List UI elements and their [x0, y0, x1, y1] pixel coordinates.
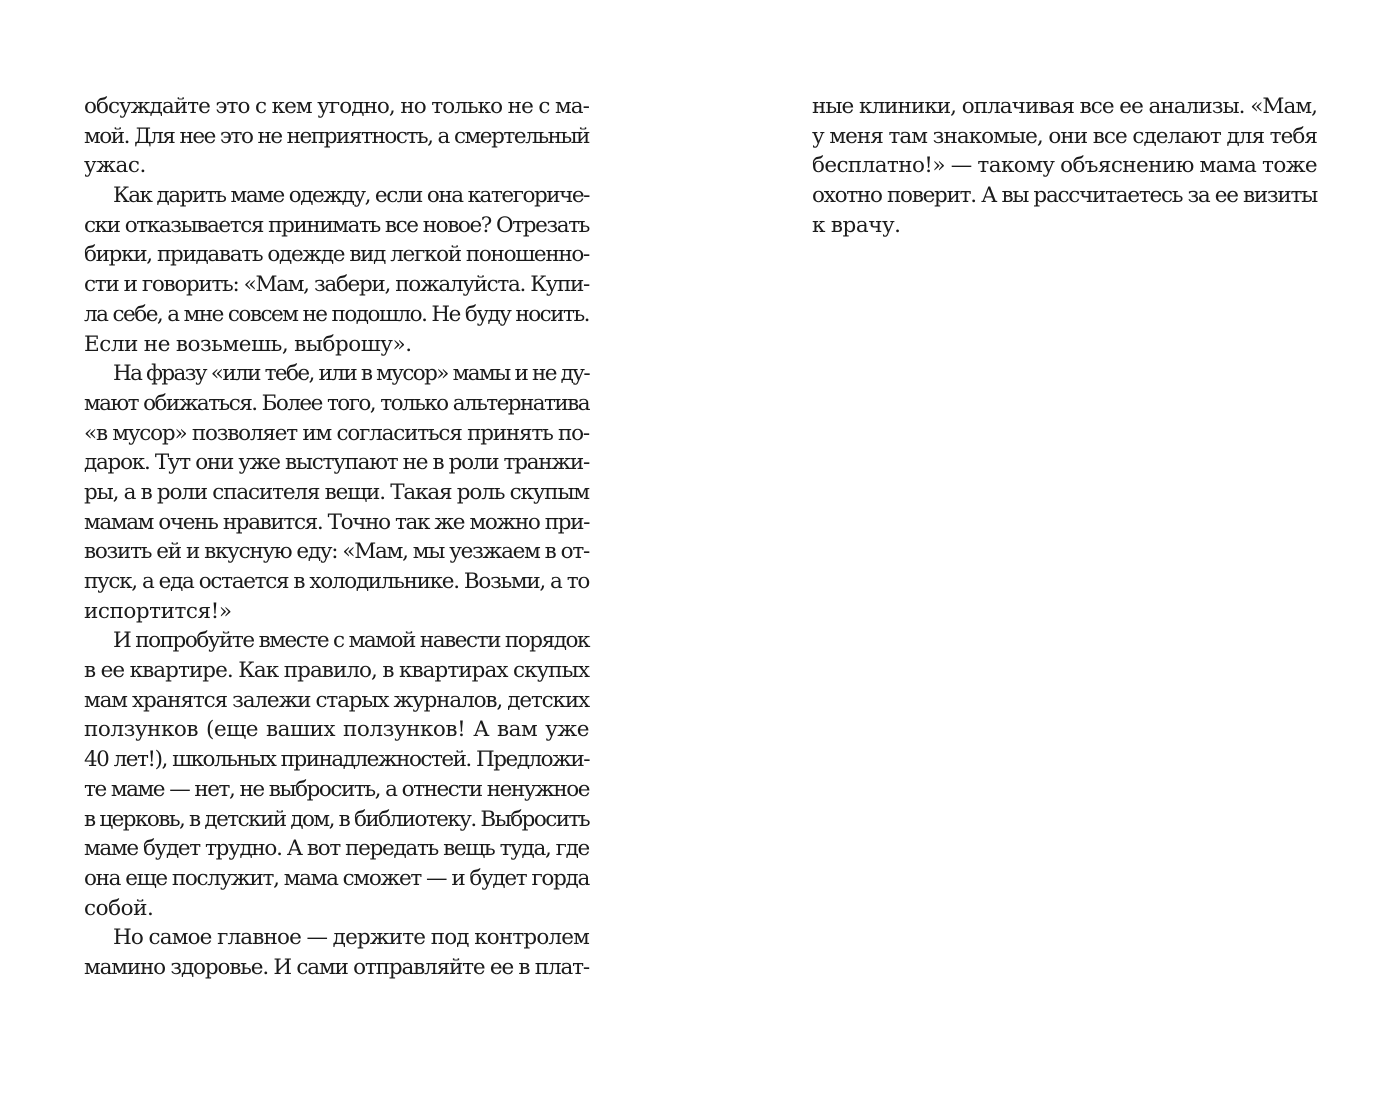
text-line: Но самое главное — держите под контролем	[113, 925, 589, 951]
text-line: испортится!»	[84, 598, 232, 624]
text-line: мамам очень нравится. Точно так же можно при-	[84, 509, 589, 535]
text-line: мам хранятся залежи старых журналов, детских	[84, 687, 589, 713]
text-line: пуск, а еда остается в холодильнике. Возьми, а то	[84, 569, 589, 594]
text-line: На фразу «или тебе, или в мусор» мамы и не ду-	[113, 361, 589, 387]
text-line: ски отказывается принимать все новое? Отрезать	[84, 212, 589, 238]
text-line: ные клиники, оплачивая все ее анализы. «Мам,	[812, 94, 1317, 119]
text-line: в ее квартире. Как правило, в квартирах скупых	[84, 658, 589, 684]
text-line: ры, а в роли спасителя вещи. Такая роль скупым	[84, 479, 589, 505]
text-line: к врачу.	[812, 212, 901, 238]
right-page	[812, 92, 1317, 240]
text-line: дарок. Тут они уже выступают не в роли транжи-	[84, 450, 589, 476]
text-line: Если не возьмешь, выброшу».	[84, 331, 412, 357]
text-line: бесплатно!» — такому объяснению мама тоже	[812, 153, 1317, 179]
text-line: собой.	[84, 895, 154, 921]
text-line: ползунков (еще ваших ползунков! А вам уже	[84, 717, 589, 743]
text-line: она еще послужит, мама сможет — и будет горда	[84, 865, 589, 891]
text-line: охотно поверит. А вы рассчитаетесь за ее визиты	[812, 183, 1317, 209]
text-line: И попробуйте вместе с мамой навести порядок	[113, 628, 589, 654]
text-line: у меня там знакомые, они все сделают для тебя	[812, 123, 1317, 149]
left-page	[84, 92, 589, 983]
text-line: мают обижаться. Более того, только альтернатива	[84, 390, 589, 416]
text-line: в церковь, в детский дом, в библиотеку. Выбросить	[84, 806, 589, 832]
text-line: обсуждайте это с кем угодно, но только не с ма-	[84, 94, 589, 119]
text-line: Как дарить маме одежду, если она категориче-	[113, 183, 589, 209]
text-line: ла себе, а мне совсем не подошло. Не буду носить.	[84, 301, 589, 327]
text-line: 40 лет!), школьных принадлежностей. Предложи-	[84, 747, 589, 773]
text-line: возить ей и вкусную еду: «Мам, мы уезжаем в от-	[84, 539, 589, 565]
text-line: «в мусор» позволяет им согласиться принять по-	[84, 420, 589, 446]
text-line: мамино здоровье. И сами отправляйте ее в плат-	[84, 954, 589, 980]
text-line: ужас.	[84, 153, 146, 179]
text-line: те маме — нет, не выбросить, а отнести ненужное	[84, 776, 589, 802]
text-line: сти и говорить: «Мам, забери, пожалуйста. Купи-	[84, 272, 589, 298]
text-line: бирки, придавать одежде вид легкой поношенно-	[84, 242, 589, 268]
text-line: маме будет трудно. А вот передать вещь туда, где	[84, 836, 589, 862]
text-line: мой. Для нее это не неприятность, а смертельный	[84, 123, 589, 149]
